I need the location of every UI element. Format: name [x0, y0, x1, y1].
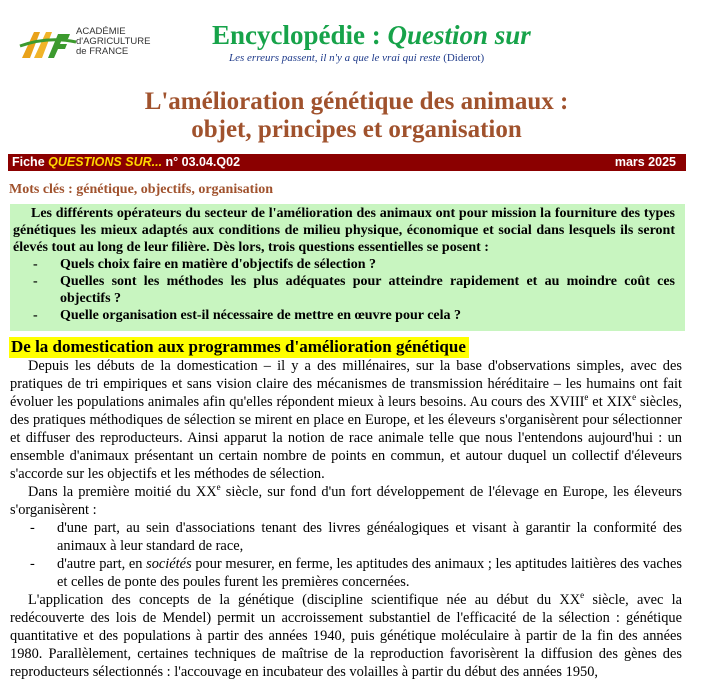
question-text: Quelles sont les méthodes les plus adéquates pour atteindre rapidement et au moindre coût ces objectifs ?	[60, 274, 675, 306]
keywords: Mots clés : génétique, objectifs, organisation	[9, 182, 274, 197]
question-item	[13, 273, 675, 307]
emphasis: sociétés	[146, 556, 192, 572]
intro-paragraph: Les différents opérateurs du secteur de l'amélioration des animaux ont pour mission la fourniture des types génétiques les mieux adaptés aux conditions de milieu physique, économique et social dans lesquels ils seront élevés tout au long de leur filière. Dès lors, trois questions essentielles se posent :	[13, 206, 675, 255]
organisation-list	[10, 519, 682, 591]
fiche-date: mars 2025	[614, 155, 676, 169]
question-text: Quelle organisation est-il nécessaire de mettre en œuvre pour cela ?	[60, 308, 462, 323]
fiche-band	[8, 154, 686, 171]
question-text: Quels choix faire en matière d'objectifs de sélection ?	[60, 257, 376, 272]
section-heading: De la domestication aux programmes d'amélioration génétique	[9, 337, 469, 358]
document-title-line-2: objet, principes et organisation	[191, 116, 522, 143]
paragraph-2	[10, 483, 682, 519]
text-run: Dans la première moitié du XX	[28, 484, 217, 500]
list-item	[10, 555, 682, 591]
question-list	[13, 256, 675, 324]
logo-line: de FRANCE	[76, 46, 129, 57]
dash-bullet: -	[30, 520, 35, 536]
intro-text	[13, 205, 675, 324]
dash-bullet: -	[33, 274, 38, 289]
logo-line: d'AGRICULTURE	[76, 36, 151, 47]
question-item	[13, 256, 675, 273]
text-run: siècle, avec la redécouverte des lois de Mendel) permit un accroissement substantiel de l'efficacité de la sélection : génétique quantitative et des populations à partir des années 1940, puis génétique moléculaire à partir de la fin des années 1980. Parallèlement, certaines techniques de maîtrise de la reproduction favorisèrent la diffusion des gènes des reproducteurs sélectionnés : l'accouvage en incubateur des volailles à partir du début des années 1950,	[10, 592, 682, 680]
paragraph-1	[10, 357, 682, 483]
section-body	[10, 357, 682, 681]
superscript: e	[216, 482, 221, 493]
encyclopedia-title	[212, 20, 531, 51]
paragraph-3	[10, 591, 682, 681]
motto-author: (Diderot)	[443, 52, 485, 64]
superscript: e	[632, 392, 637, 403]
text-run: siècle, sur fond d'un fort développement de l'élevage en Europe, les éleveurs s'organisèrent :	[10, 484, 682, 518]
list-item	[10, 519, 682, 555]
list-text: d'une part, au sein d'associations tenant des livres généalogiques et visant à garantir la conformité des animaux à leur standard de race,	[57, 520, 682, 554]
superscript: e	[584, 392, 589, 403]
logo-text	[76, 27, 150, 57]
text-run: siècles, des pratiques méthodiques de sélection se mirent en place en Europe, et les éleveurs s'organisèrent pour sélectionner et diffuser des reproducteurs. Ainsi apparut la notion de race animale telle que nous l'entendons aujourd'hui : un ensemble d'animaux présentant un certain nombre de points en commun, et autour duquel un collectif d'éleveurs s'accorde sur les objectifs et les méthodes de sélection.	[10, 394, 682, 482]
logo-line: ACADÉMIE	[76, 26, 126, 37]
fiche-ref	[12, 154, 240, 171]
dash-bullet: -	[30, 556, 35, 572]
text-run: et XIX	[588, 394, 633, 410]
text-run: d'autre part, en	[57, 556, 147, 572]
motto	[229, 52, 484, 64]
encyclopedia-question: Question sur	[387, 20, 531, 50]
motto-text: Les erreurs passent, il n'y a que le vrai qui reste	[229, 52, 441, 64]
text-run: Depuis les débuts de la domestication – il y a des millénaires, sur la base d'observations simples, avec des pratiques de tri empiriques et sans vision claire des mécanismes de transmission héréditaire – les humains ont fait évoluer les populations animales afin qu'elles répondent mieux à leurs besoins. Au cours des XVIII	[10, 358, 682, 410]
question-item	[13, 307, 675, 324]
dash-bullet: -	[33, 308, 38, 323]
fiche-number: n° 03.04.Q02	[165, 155, 241, 169]
superscript: e	[580, 590, 585, 601]
questions-sur-label: QUESTIONS SUR...	[48, 155, 163, 169]
encyclopedia-label: Encyclopédie :	[212, 20, 381, 50]
text-run: L'application des concepts de la génétique (discipline scientifique née au début du XX	[28, 592, 581, 608]
text-run: pour mesurer, en ferme, les aptitudes des animaux ; les aptitudes laitières des vaches et celles de ponte des poules furent les premières concernées.	[57, 556, 682, 590]
dash-bullet: -	[33, 257, 38, 272]
document-title-line-1: L'amélioration génétique des animaux :	[144, 88, 569, 115]
fiche-label: Fiche	[12, 155, 45, 169]
